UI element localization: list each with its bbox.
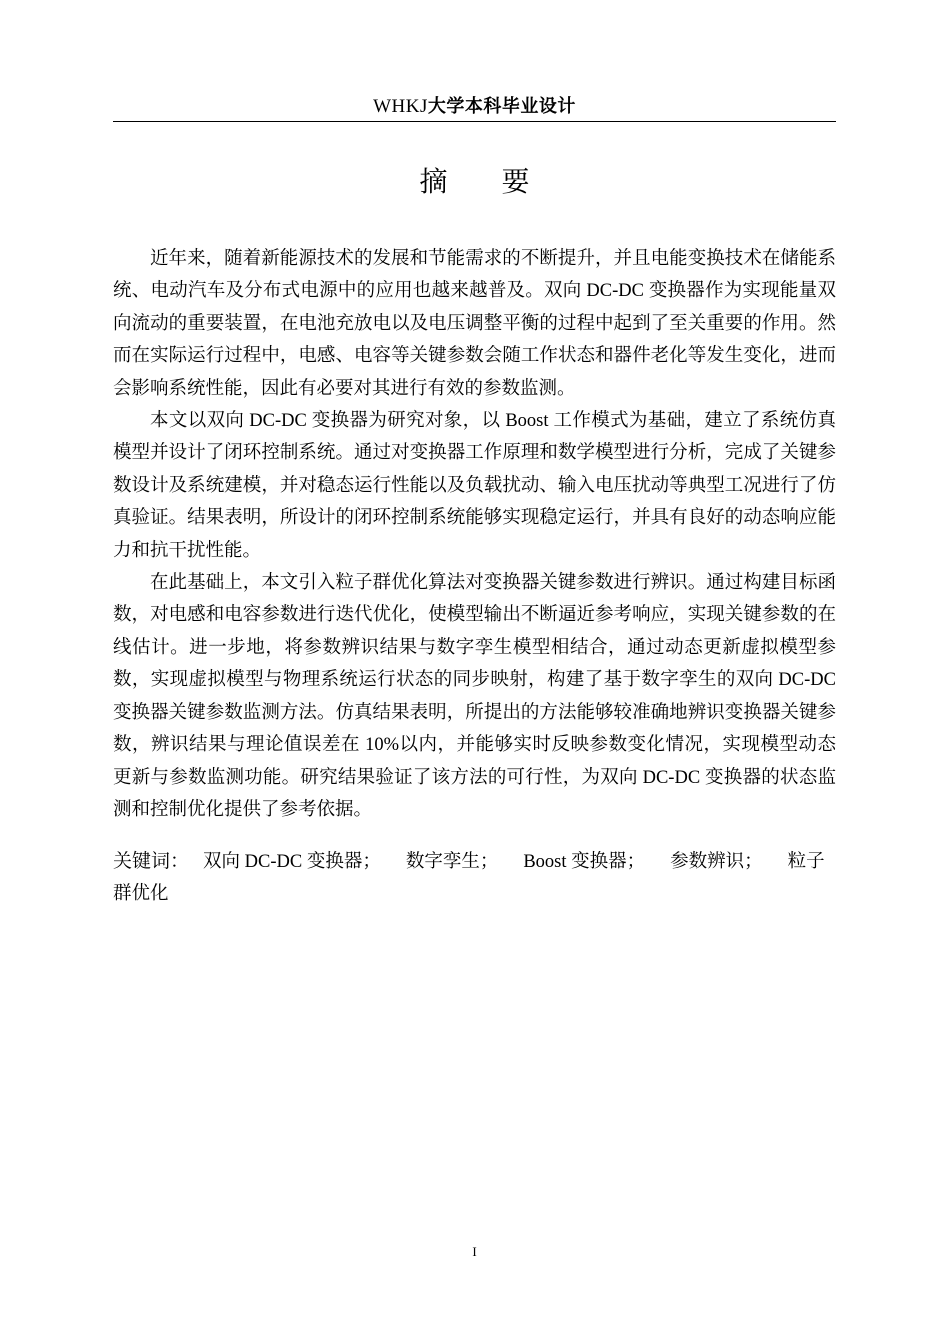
keyword-item: Boost 变换器； (523, 852, 646, 872)
keyword-item: 参数辨识； (670, 852, 763, 872)
keywords-line (113, 845, 833, 910)
keyword-item: 数字孪生； (405, 852, 499, 872)
page-number: I (472, 1244, 477, 1259)
keywords-label: 关键词： (113, 850, 190, 872)
abstract-body (113, 243, 836, 826)
keyword-item: 粒子群优化 (113, 852, 825, 904)
abstract-title (113, 162, 836, 202)
abstract-paragraph: 近年来，随着新能源技术的发展和节能需求的不断提升，并且电能变换技术在储能系统、电动汽车及分布式电源中的应用也越来越普及。双向 DC-DC 变换器作为实现能量双向流动的重要装置，在电池充放电以及电压调整平衡的过程中起到了至关重要的作用。然而在实际运行过程中，电感、电容等关键参数会随工作状态和器件老化等发生变化，进而会影响系统性能，因此有必要对其进行有效的参数监测。 (113, 249, 836, 399)
abstract-paragraph: 在此基础上，本文引入粒子群优化算法对变换器关键参数进行辨识。通过构建目标函数，对电感和电容参数进行迭代优化，使模型输出不断逼近参考响应，实现关键参数的在线估计。进一步地，将参数辨识结果与数字孪生模型相结合，通过动态更新虚拟模型参数，实现虚拟模型与物理系统运行状态的同步映射，构建了基于数字孪生的双向 DC-DC 变换器关键参数监测方法。仿真结果表明，所提出的方法能够较准确地辨识变换器关键参数，辨识结果与理论值误差在 10%以内，并能够实时反映参数变化情况，实现模型动态更新与参数监测功能。研究结果验证了该方法的可行性，为双向 DC-DC 变换器的状态监测和控制优化提供了参考依据。 (113, 573, 836, 820)
header-title: 大学本科毕业设计 (427, 96, 576, 117)
header-divider (113, 121, 836, 122)
abstract-title-char: 摘 (419, 165, 448, 198)
keyword-item: 双向 DC-DC 变换器； (203, 852, 381, 872)
header-prefix: WHKJ (373, 96, 428, 117)
abstract-paragraph: 本文以双向 DC-DC 变换器为研究对象，以 Boost 工作模式为基础，建立了系统仿真模型并设计了闭环控制系统。通过对变换器工作原理和数学模型进行分析，完成了关键参数设计及系统建模，并对稳态运行性能以及负载扰动、输入电压扰动等典型工况进行了仿真验证。结果表明，所设计的闭环控制系统能够实现稳定运行，并具有良好的动态响应能力和抗干扰性能。 (113, 411, 836, 561)
running-header (113, 95, 836, 119)
abstract-title-char: 要 (501, 165, 530, 198)
